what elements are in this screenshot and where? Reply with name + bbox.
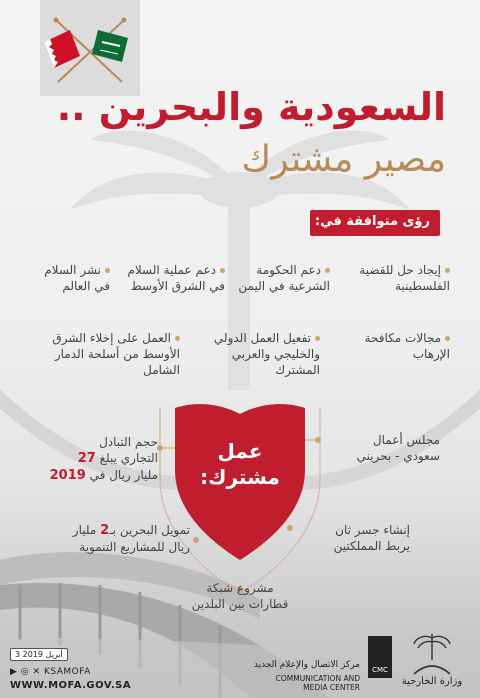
- ministry-emblem-icon: [402, 630, 462, 682]
- bahrain-flag-icon: [44, 30, 80, 68]
- view-item-yemen: دعم الحكومة الشرعية في اليمن: [238, 263, 330, 293]
- bullet-dot-icon: [315, 336, 320, 341]
- bullet-dot-icon: [175, 336, 180, 341]
- twitter-icon[interactable]: ✕: [32, 667, 41, 677]
- page-title: السعودية والبحرين ..: [56, 85, 446, 129]
- trade-volume-item: حجم التبادل التجاري يبلغ 27 مليار ريال في 2019: [49, 435, 158, 483]
- website-link[interactable]: WWW.MOFA.GOV.SA: [10, 680, 132, 691]
- bullet-dot-icon: [325, 268, 330, 273]
- shield-label: عمل مشترك:: [200, 439, 280, 489]
- section-label: رؤى متوافقة في:: [310, 210, 440, 236]
- bullet-dot-icon: [105, 268, 110, 273]
- business-council-item: مجلس أعمال سعودي - بحريني: [356, 433, 440, 463]
- shield-graphic: [160, 404, 320, 592]
- view-item-wmd-free: العمل على إخلاء الشرق الأوسط من أسلحة الدمار الشامل: [52, 331, 180, 377]
- saudi-flag-icon: [92, 30, 128, 62]
- flags-tab: [40, 0, 140, 96]
- funding-value: 2: [100, 523, 110, 538]
- bullet-dot-icon: [445, 268, 450, 273]
- cmc-logo: CMC: [368, 636, 392, 678]
- page-subtitle: مصير مشترك: [241, 139, 446, 180]
- view-item-palestine: إيجاد حل للقضية الفلسطينية: [359, 263, 450, 293]
- view-item-world-peace: نشر السلام في العالم: [44, 263, 110, 293]
- social-handle[interactable]: KSAMOFA: [43, 667, 91, 677]
- bahrain-funding-item: تمويل البحرين بـ2 مليار ريال للمشاريع التنموية: [72, 523, 190, 554]
- trade-value: 27: [77, 451, 96, 466]
- social-links[interactable]: [10, 667, 131, 677]
- media-center-name-en: COMMUNICATION AND MEDIA CENTER: [275, 674, 360, 692]
- rail-network-item: مشروع شبكة قطارات بين البلدين: [191, 581, 289, 611]
- trade-year: 2019: [49, 468, 86, 483]
- crossed-flags-icon: [40, 0, 140, 96]
- ministry-name: وزارة الخارجية: [401, 676, 463, 687]
- view-item-counter-terrorism: مجالات مكافحة الإرهاب: [364, 331, 450, 361]
- bullet-dot-icon: [220, 268, 225, 273]
- footer-contact: [10, 642, 131, 691]
- second-bridge-item: إنشاء جسر ثان يربط المملكتين: [333, 523, 410, 553]
- media-center-name-ar: مركز الاتصال والإعلام الجديد: [253, 660, 360, 670]
- date-badge: 3 أبريل 2019: [10, 648, 68, 661]
- bullet-dot-icon: [445, 336, 450, 341]
- youtube-icon[interactable]: ▶: [10, 667, 18, 677]
- instagram-icon[interactable]: ◎: [20, 667, 30, 677]
- view-item-joint-action: تفعيل العمل الدولي والخليجي والعربي المشترك: [213, 331, 320, 377]
- view-item-middle-east-peace: دعم عملية السلام في الشرق الأوسط: [127, 263, 225, 293]
